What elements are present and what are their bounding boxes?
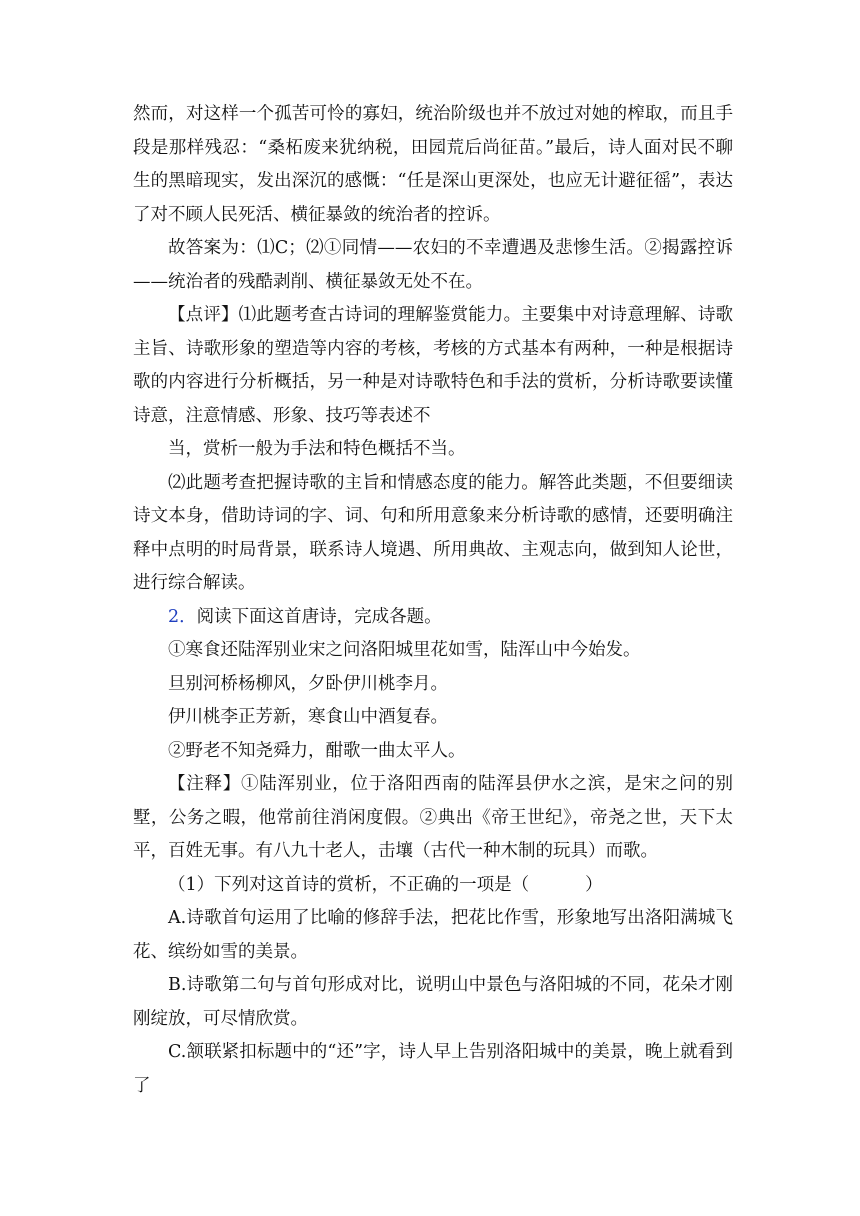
- poem-line-4: ②野老不知尧舜力，酣歌一曲太平人。: [168, 740, 466, 761]
- question-2-heading: [133, 601, 733, 635]
- document-body: [133, 98, 733, 1103]
- annotation-paragraph: 【注释】①陆浑别业，位于洛阳西南的陆浑县伊水之滨，是宋之问的别墅，公务之暇，他常前往消闲度假。②典出《帝王世纪》，帝尧之世，天下太平，百姓无事。有八九十老人，击壤（古代一种木制的玩具）而歌。: [133, 774, 733, 861]
- poem-line-2: 旦别河桥杨柳风，夕卧伊川桃李月。: [168, 673, 448, 694]
- option-b: B.诗歌第二句与首句形成对比，说明山中景色与洛阳城的不同，花朵才刚刚绽放，可尽情欣赏。: [133, 975, 733, 1029]
- poem-line-3: 伊川桃李正芳新，寒食山中酒复春。: [168, 707, 448, 727]
- comment-paragraph-2: ⑵此题考查把握诗歌的主旨和情感态度的能力。解答此类题，不但要细读诗文本身，借助诗词的字、词、句和所用意象来分析诗歌的感情，还要明确注释中点明的时局背景，联系诗人境遇、所用典故、主观志向，做到知人论世，进行综合解读。: [133, 472, 733, 593]
- option-a: A.诗歌首句运用了比喻的修辞手法，把花比作雪，形象地写出洛阳满城飞花、缤纷如雪的美景。: [133, 908, 733, 962]
- sub-question-stem-text: （1）下列对这首诗的赏析，不正确的一项是（: [168, 874, 530, 895]
- comment-paragraph-1-continued: 当，赏析一般为手法和特色概括不当。: [168, 439, 466, 459]
- comment-paragraph-1: 【点评】⑴此题考查古诗词的理解鉴赏能力。主要集中对诗意理解、诗歌主旨、诗歌形象的塑造等内容的考核，考核的方式基本有两种，一种是根据诗歌的内容进行分析概括，另一种是对诗歌特色和手法的赏析，分析诗歌要读懂诗意，注意情感、形象、技巧等表述不: [133, 305, 733, 426]
- question-number: 2．: [168, 606, 197, 627]
- poem-line-1: ①寒食还陆浑别业宋之问洛阳城里花如雪，陆浑山中今始发。: [168, 640, 641, 660]
- answer-paragraph: 故答案为：⑴C；⑵①同情——农妇的不幸遭遇及悲惨生活。②揭露控诉——统治者的残酷剥削、横征暴敛无处不在。: [133, 238, 733, 292]
- option-c: C.颔联紧扣标题中的“还”字，诗人早上告别洛阳城中的美景，晚上就看到了: [133, 1042, 733, 1096]
- question-prompt: 阅读下面这首唐诗，完成各题。: [196, 606, 442, 627]
- sub-question-1-stem: [133, 869, 733, 903]
- sub-question-stem-close: ）: [585, 874, 603, 895]
- analysis-paragraph: 然而，对这样一个孤苦可怜的寡妇，统治阶级也并不放过对她的榨取，而且手段是那样残忍：“桑柘废来犹纳税，田园荒后尚征苗。”最后，诗人面对民不聊生的黑暗现实，发出深沉的感慨：“任是深山更深处，也应无计避征徭”，表达了对不顾人民死活、横征暴敛的统治者的控诉。: [133, 104, 733, 225]
